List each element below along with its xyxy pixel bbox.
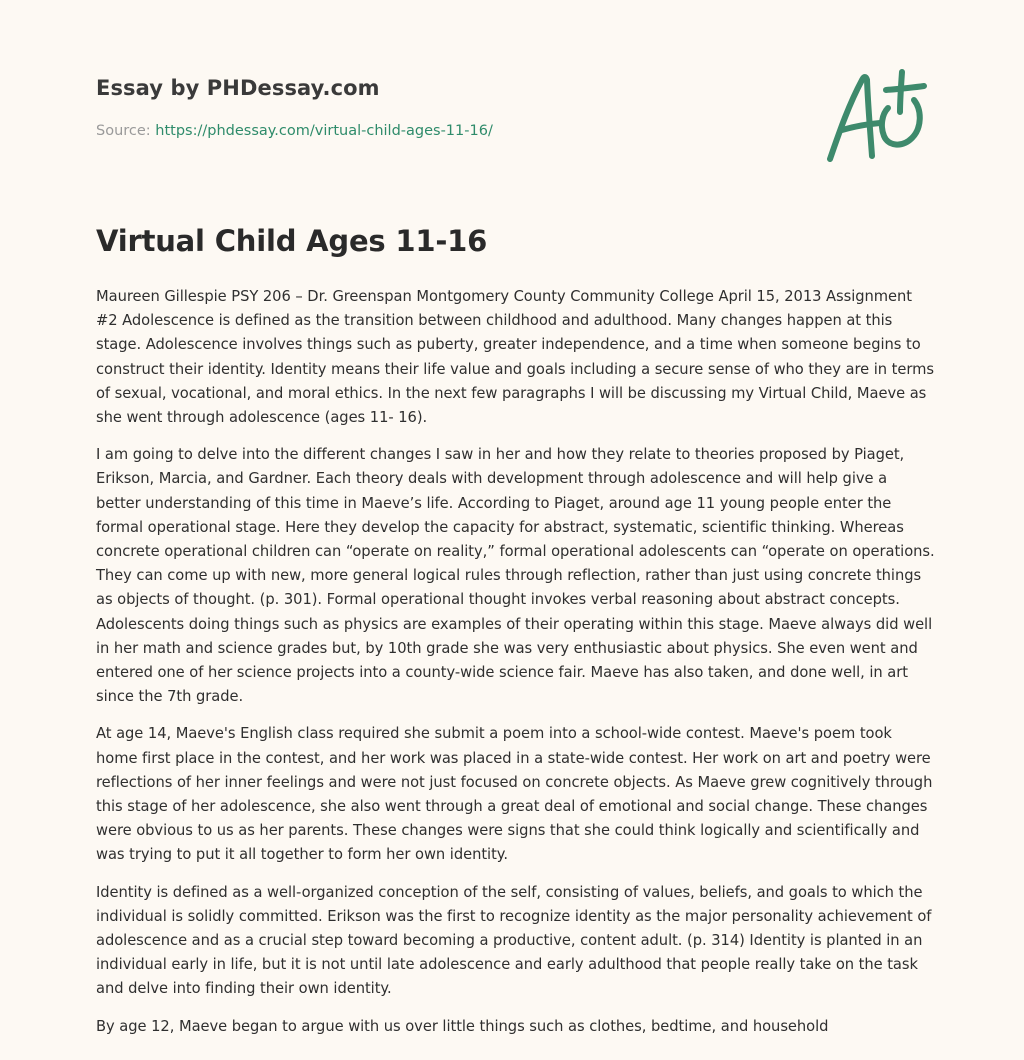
essay-paragraph: At age 14, Maeve's English class required she submit a poem into a school-wide contest. Maeve's poem took home first place in the contest, and her work was placed in a state-wide contest. Her work on art and poetry were reflections of her inner feelings and were not just focused on concrete objects. As Maeve grew cognitively through this stage of her adolescence, she also went through a great deal of emotional and social change. These changes were obvious to us as her parents. These changes were signs that she could think logically and scientifically and was trying to put it all together to form her own identity. <box>96 725 933 864</box>
source-label: Source: <box>96 123 151 139</box>
page-header <box>96 76 816 139</box>
source-link[interactable]: https://phdessay.com/virtual-child-ages-11-16/ <box>155 123 493 139</box>
essay-paragraph: Identity is defined as a well-organized conception of the self, consisting of values, beliefs, and goals to which the individual is solidly committed. Erikson was the first to recognize identity as the major personality achievement of adolescence and as a crucial step toward becoming a productive, content adult. (p. 314) Identity is planted in an individual early in life, but it is not until late adolescence and early adulthood that people really take on the task and delve into finding their own identity. <box>96 883 932 998</box>
essay-paragraph: I am going to delve into the different changes I saw in her and how they relate to theories proposed by Piaget, Erikson, Marcia, and Gardner. Each theory deals with development through adolescence and will help give a better understanding of this time in Maeve’s life. According to Piaget, around age 11 young people enter the formal operational stage. Here they develop the capacity for abstract, systematic, scientific thinking. Whereas concrete operational children can “operate on reality,” formal operational adolescents can “operate on operations. They can come up with new, more general logical rules through reflection, rather than just using concrete things as objects of thought. (p. 301). Formal operational thought invokes verbal reasoning about abstract concepts. Adolescents doing things such as physics are examples of their operating within this stage. Maeve always did well in her math and science grades but, by 10th grade she was very enthusiastic about physics. She even went and entered one of her science projects into a county-wide science fair. Maeve has also taken, and done well, in art since the 7th grade. <box>96 446 935 706</box>
essay-paragraph: Maureen Gillespie PSY 206 – Dr. Greenspan Montgomery County Community College April 15, 2013 Assignment #2 Adolescence is defined as the transition between childhood and adulthood. Many changes happen at this stage. Adolescence involves things such as puberty, greater independence, and a time when someone begins to construct their identity. Identity means their life value and goals including a secure sense of who they are in terms of sexual, vocational, and moral ethics. In the next few paragraphs I will be discussing my Virtual Child, Maeve as she went through adolescence (ages 11- 16). <box>96 288 934 427</box>
site-brand[interactable]: Essay by PHDessay.com <box>96 76 380 100</box>
essay-paragraph: By age 12, Maeve began to argue with us over little things such as clothes, bedtime, and household <box>96 1017 829 1035</box>
source-line <box>96 123 816 139</box>
essay-title: Virtual Child Ages 11-16 <box>96 224 488 258</box>
essay-body <box>96 285 936 1052</box>
a-plus-grade-icon <box>822 66 928 166</box>
